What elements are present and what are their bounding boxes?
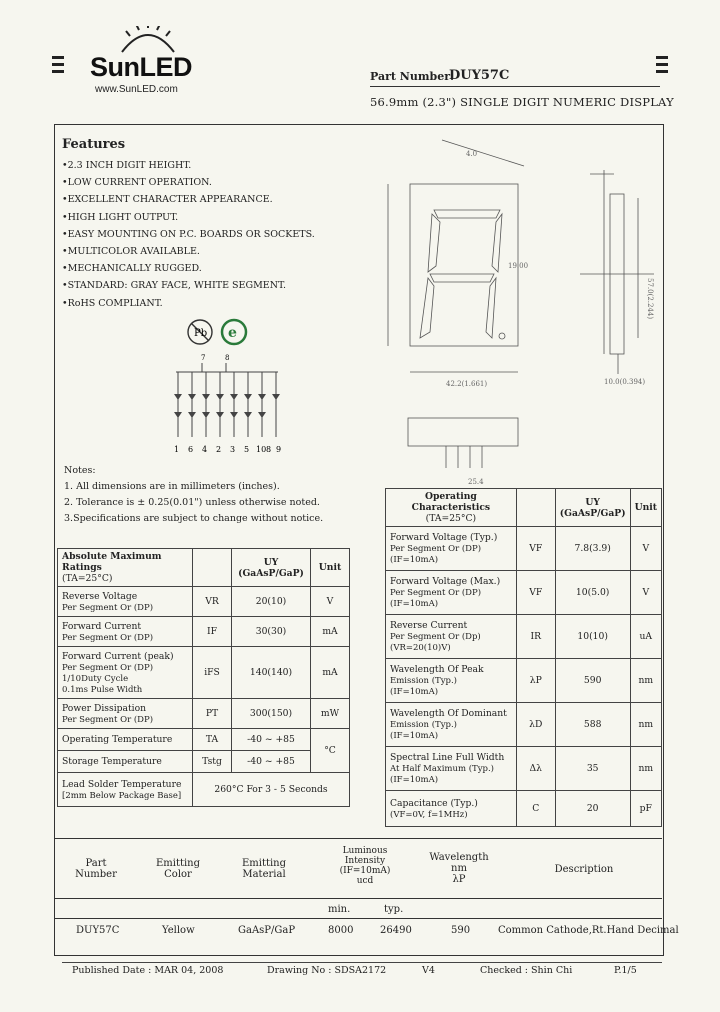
selection-rule — [54, 918, 662, 919]
published-date: Published Date : MAR 04, 2008 — [72, 965, 224, 976]
table-row: Power Dissipation Per Segment Or (DP) PT 300(150) mW — [58, 699, 350, 729]
dim-label: 19.00 — [508, 262, 529, 270]
brand-url[interactable]: www.SunLED.com — [95, 84, 178, 95]
absolute-max-ratings-table: Absolute Maximum Ratings (TA=25°C) UY (GaAsP/GaP) Unit Reverse Voltage Per Segment Or (DP) VR 20(10) V Forward Current Per Segment Or (DP) IF 30(30) mA Forward Current (peak) Per Segment Or (DP) 1/10Duty Cycle 0.1ms Pulse Width iFS 140(140) mA Power Dissipation Per Segment Or (DP) PT 300(150) mW Operating Temperature TA -40 ~ +85 °C Storage Temperature Tstg -40 ~ +85 Lead Solder Temperature [2mm Below Package Base] 260°C For 3 - 5 Seconds — [57, 548, 350, 807]
table-row: Capacitance (Typ.) (VF=0V, f=1MHz) C 20 pF — [386, 791, 662, 827]
row-typ: 26490 — [380, 925, 412, 936]
pin-number: 8 — [266, 445, 272, 454]
col-material: Emitting Material — [241, 858, 287, 880]
feature-item: • EXCELLENT CHARACTER APPEARANCE. — [62, 191, 315, 208]
row-material: GaAsP/GaP — [238, 925, 296, 936]
pin-number: 1 — [174, 445, 180, 454]
row-part: DUY57C — [76, 925, 120, 936]
selection-rule — [54, 838, 662, 839]
note-item: 1. All dimensions are in millimeters (inches). — [64, 481, 280, 492]
table-row: Forward Current Per Segment Or (DP) IF 30(30) mA — [58, 617, 350, 647]
brand-logo: SunLED — [90, 52, 192, 82]
col-intensity: Luminous Intensity (IF=10mA) ucd — [339, 846, 391, 886]
dim-label: 25.4 — [468, 478, 484, 486]
pin-number: 9 — [276, 445, 282, 454]
col-wavelength: Wavelength nm λP — [429, 852, 489, 885]
table-row: Forward Current (peak) Per Segment Or (DP) 1/10Duty Cycle 0.1ms Pulse Width iFS 140(140) mA — [58, 647, 350, 699]
part-number: DUY57C — [449, 68, 510, 83]
col-part: Part Number — [75, 858, 117, 880]
feature-item: • LOW CURRENT OPERATION. — [62, 174, 315, 191]
row-min: 8000 — [328, 925, 354, 936]
op-char-title: Operating Characteristics (TA=25°C) — [386, 489, 517, 527]
mechanical-drawing — [358, 138, 658, 490]
table-row: Forward Voltage (Max.) Per Segment Or (DP) (IF=10mA) VF 10(5.0) V — [386, 571, 662, 615]
feature-item: • HIGH LIGHT OUTPUT. — [62, 209, 315, 226]
row-color: Yellow — [162, 925, 195, 936]
pin-number: 2 — [216, 445, 222, 454]
right-bars-icon — [656, 56, 668, 77]
dim-label: 42.2(1.661) — [446, 380, 488, 388]
abs-max-title: Absolute Maximum Ratings (TA=25°C) — [58, 549, 193, 587]
operating-characteristics-table: Operating Characteristics (TA=25°C) UY (GaAsP/GaP) Unit Forward Voltage (Typ.) Per Segment Or (DP) (IF=10mA) VF 7.8(3.9) V Forward Voltage (Max.) Per Segment Or (DP) (IF=10mA) VF 10(5.0) V Reverse Current Per Segment Or (Dp) (VR=20(10)V) IR 10(10) uA Wavelength Of Peak Emission (Typ.) (IF=10mA) λP 590 nm Wavelength Of Dominant Emission (Typ.) (IF=10mA) λD 588 nm Spectral Line Full Width At Half Maximum (Typ.) (IF=10mA) Δλ 35 nm Capacitance (Typ.) (VF=0V, f=1MHz) C 20 pF — [385, 488, 662, 827]
note-item: 3.Specifications are subject to change without notice. — [64, 513, 324, 524]
row-wavelength: 590 — [451, 925, 471, 936]
drawing-number: Drawing No : SDSA2172 — [267, 965, 387, 976]
table-row: Lead Solder Temperature [2mm Below Package Base] 260°C For 3 - 5 Seconds — [58, 773, 350, 807]
min-label: min. — [328, 904, 351, 915]
pin-number: 6 — [188, 445, 194, 454]
features-list — [62, 157, 315, 312]
feature-item: • MULTICOLOR AVAILABLE. — [62, 243, 315, 260]
rohs-icon — [222, 320, 246, 344]
logo-sun-icon — [118, 26, 178, 54]
col-description: Description — [554, 864, 614, 875]
row-description: Common Cathode,Rt.Hand Decimal — [498, 925, 679, 936]
features-title: Features — [62, 137, 126, 152]
dim-label: 10.0(0.394) — [604, 378, 646, 386]
selection-rule — [54, 898, 662, 899]
table-row: Wavelength Of Peak Emission (Typ.) (IF=10mA) λP 590 nm — [386, 659, 662, 703]
footer — [62, 962, 662, 976]
notes — [64, 463, 323, 527]
feature-item: • 2.3 INCH DIGIT HEIGHT. — [62, 157, 315, 174]
table-row: Storage Temperature Tstg -40 ~ +85 — [58, 751, 350, 773]
table-row: Operating Temperature TA -40 ~ +85 °C — [58, 729, 350, 751]
dim-label: 4.0 — [466, 150, 478, 158]
feature-item: • RoHS COMPLIANT. — [62, 295, 315, 312]
pin-number: 10 — [256, 445, 267, 454]
table-row: Spectral Line Full Width At Half Maximum (Typ.) (IF=10mA) Δλ 35 nm — [386, 747, 662, 791]
left-bars-icon — [52, 56, 64, 77]
part-number-label: Part Number: — [370, 70, 455, 83]
page-number: P.1/5 — [614, 965, 637, 976]
pin-number: 5 — [244, 445, 250, 454]
svg-text:Pb: Pb — [194, 328, 208, 339]
col-color: Emitting Color — [155, 858, 201, 880]
compliance-icons — [186, 316, 266, 348]
circuit-diagram — [168, 352, 288, 456]
notes-title: Notes: — [64, 465, 96, 476]
dim-label: 57.0(2.244) — [646, 278, 654, 320]
pb-free-icon — [188, 320, 212, 344]
top-pin-label: 8 — [225, 354, 230, 362]
top-pin-label: 7 — [201, 354, 206, 362]
abs-max-col-header: UY — [263, 556, 279, 568]
feature-item: • EASY MOUNTING ON P.C. BOARDS OR SOCKETS. — [62, 226, 315, 243]
header-rule — [370, 86, 660, 87]
version: V4 — [422, 965, 435, 976]
product-subtitle: 56.9mm (2.3") SINGLE DIGIT NUMERIC DISPLAY — [370, 95, 674, 109]
svg-text:e: e — [228, 325, 237, 341]
pin-number: 3 — [230, 445, 236, 454]
table-row: Reverse Voltage Per Segment Or (DP) VR 20(10) V — [58, 587, 350, 617]
note-item: 2. Tolerance is ± 0.25(0.01") unless otherwise noted. — [64, 497, 320, 508]
feature-item: • MECHANICALLY RUGGED. — [62, 260, 315, 277]
pin-number: 4 — [202, 445, 208, 454]
table-row: Wavelength Of Dominant Emission (Typ.) (IF=10mA) λD 588 nm — [386, 703, 662, 747]
feature-item: • STANDARD: GRAY FACE, WHITE SEGMENT. — [62, 277, 315, 294]
abs-max-unit-header: Unit — [311, 549, 350, 587]
checked-by: Checked : Shin Chi — [480, 965, 573, 976]
typ-label: typ. — [384, 904, 404, 915]
table-row: Forward Voltage (Typ.) Per Segment Or (DP) (IF=10mA) VF 7.8(3.9) V — [386, 527, 662, 571]
table-row: Reverse Current Per Segment Or (Dp) (VR=20(10)V) IR 10(10) uA — [386, 615, 662, 659]
